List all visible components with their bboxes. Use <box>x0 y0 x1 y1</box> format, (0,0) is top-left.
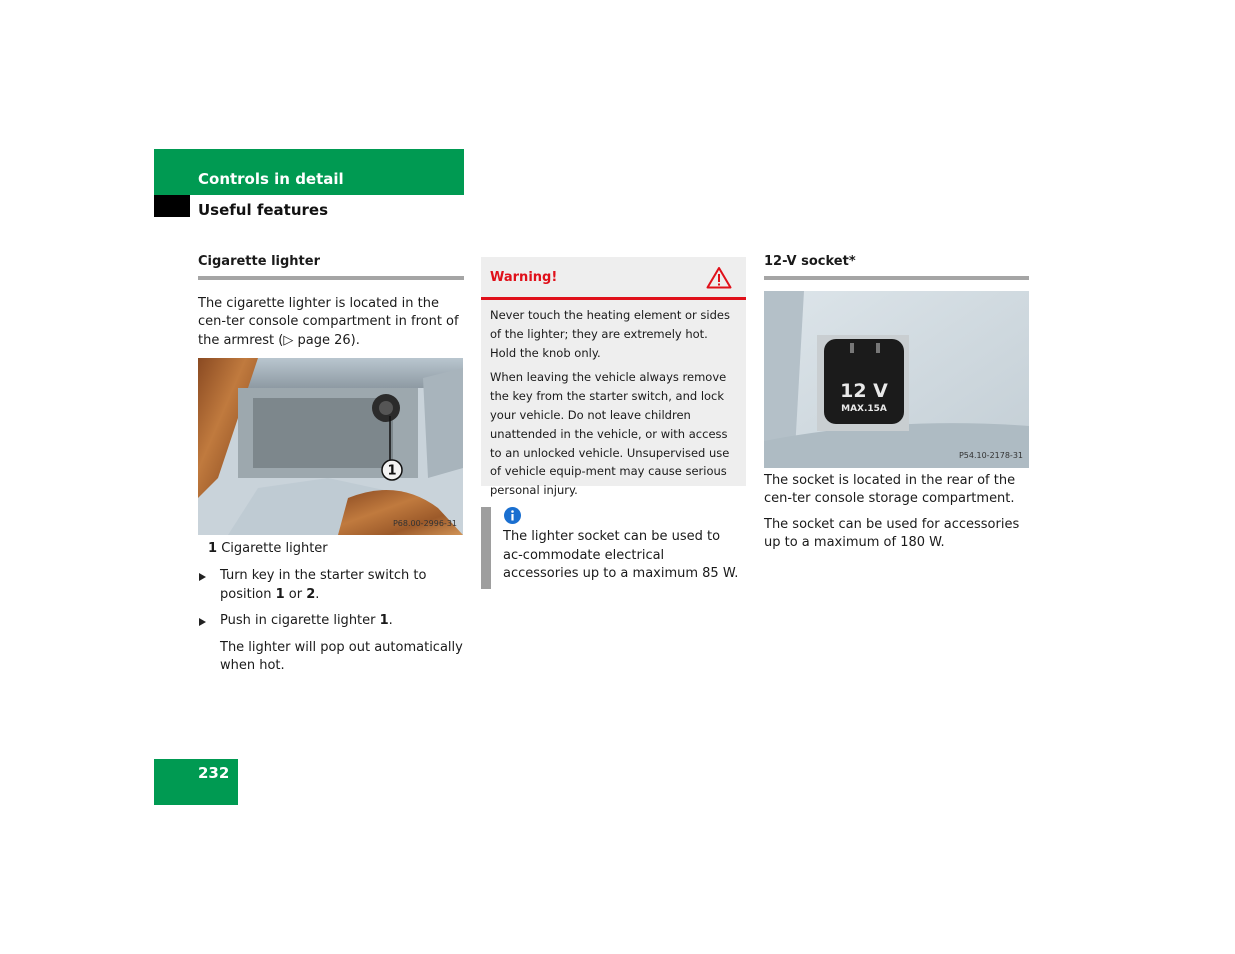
photo-code: P68.00-2996-31 <box>392 518 457 528</box>
step-result: The lighter will pop out automatically when hot. <box>220 639 463 674</box>
step1-position-1: 1 <box>275 586 285 602</box>
step1-text: Turn key in the starter switch to position <box>220 567 427 602</box>
warning-title: Warning! <box>490 270 558 285</box>
step-1 <box>198 567 464 604</box>
warning-box <box>481 257 746 498</box>
step2-text: Push in cigarette lighter <box>220 613 380 629</box>
step1-position-2: 2 <box>306 586 316 602</box>
warning-para-1: Never touch the heating element or sides of the lighter; they are extremely hot. Hold the knob only. <box>490 308 730 360</box>
socket-heading: 12-V socket* <box>764 253 1029 280</box>
step2-item-1: 1 <box>379 613 389 629</box>
caption-text: Cigarette lighter <box>221 541 328 557</box>
socket-label-sub: MAX.15A <box>841 403 887 414</box>
cigarette-lighter-heading: Cigarette lighter <box>198 253 464 280</box>
step2-period: . <box>388 613 393 629</box>
cigarette-lighter-photo <box>198 358 463 535</box>
socket-para-1: The socket is located in the rear of the cen-ter console storage compartment. <box>764 472 1016 507</box>
warning-body <box>481 300 746 500</box>
socket-illustration <box>764 291 1029 468</box>
socket-para-2: The socket can be used for accessories up to a maximum of 180 W. <box>764 516 1020 551</box>
caption-number: 1 <box>208 541 218 557</box>
warning-para-2: When leaving the vehicle always remove the key from the starter switch, and lock your vehicle. Do not leave children unattended in the vehicle, or with access to an unlocked vehicle. Unsupervised use of vehicle equip-ment may cause serious personal injury. <box>490 370 730 498</box>
page-number: 232 <box>198 764 230 782</box>
step-2 <box>198 612 464 631</box>
photo-caption <box>198 540 464 559</box>
console-illustration <box>198 358 463 535</box>
warning-header <box>481 257 746 300</box>
socket-photo-code: P54.10-2178-31 <box>958 451 1023 460</box>
socket-photo <box>764 291 1029 468</box>
callout-number: 1 <box>387 463 397 479</box>
step1-or: or <box>284 586 307 602</box>
socket-section <box>764 253 1029 553</box>
warning-triangle-icon <box>706 266 732 289</box>
bullet-arrow-icon <box>199 573 206 581</box>
bullet-arrow-icon <box>199 618 206 626</box>
info-icon <box>504 507 521 524</box>
cigarette-intro: The cigarette lighter is located in the cen-ter console compartment in front of the armrest (▷ page 26). <box>198 295 459 348</box>
info-note <box>481 507 746 589</box>
info-bar <box>481 507 491 589</box>
cigarette-lighter-section <box>198 253 464 676</box>
header-marker <box>154 195 190 217</box>
step1-period: . <box>315 586 320 602</box>
info-text: The lighter socket can be used to ac-commodate electrical accessories up to a maximum 85 W. <box>503 529 739 582</box>
socket-label-main: 12 V <box>840 379 888 402</box>
section-title: Controls in detail <box>198 170 344 188</box>
subsection-title: Useful features <box>198 201 329 219</box>
